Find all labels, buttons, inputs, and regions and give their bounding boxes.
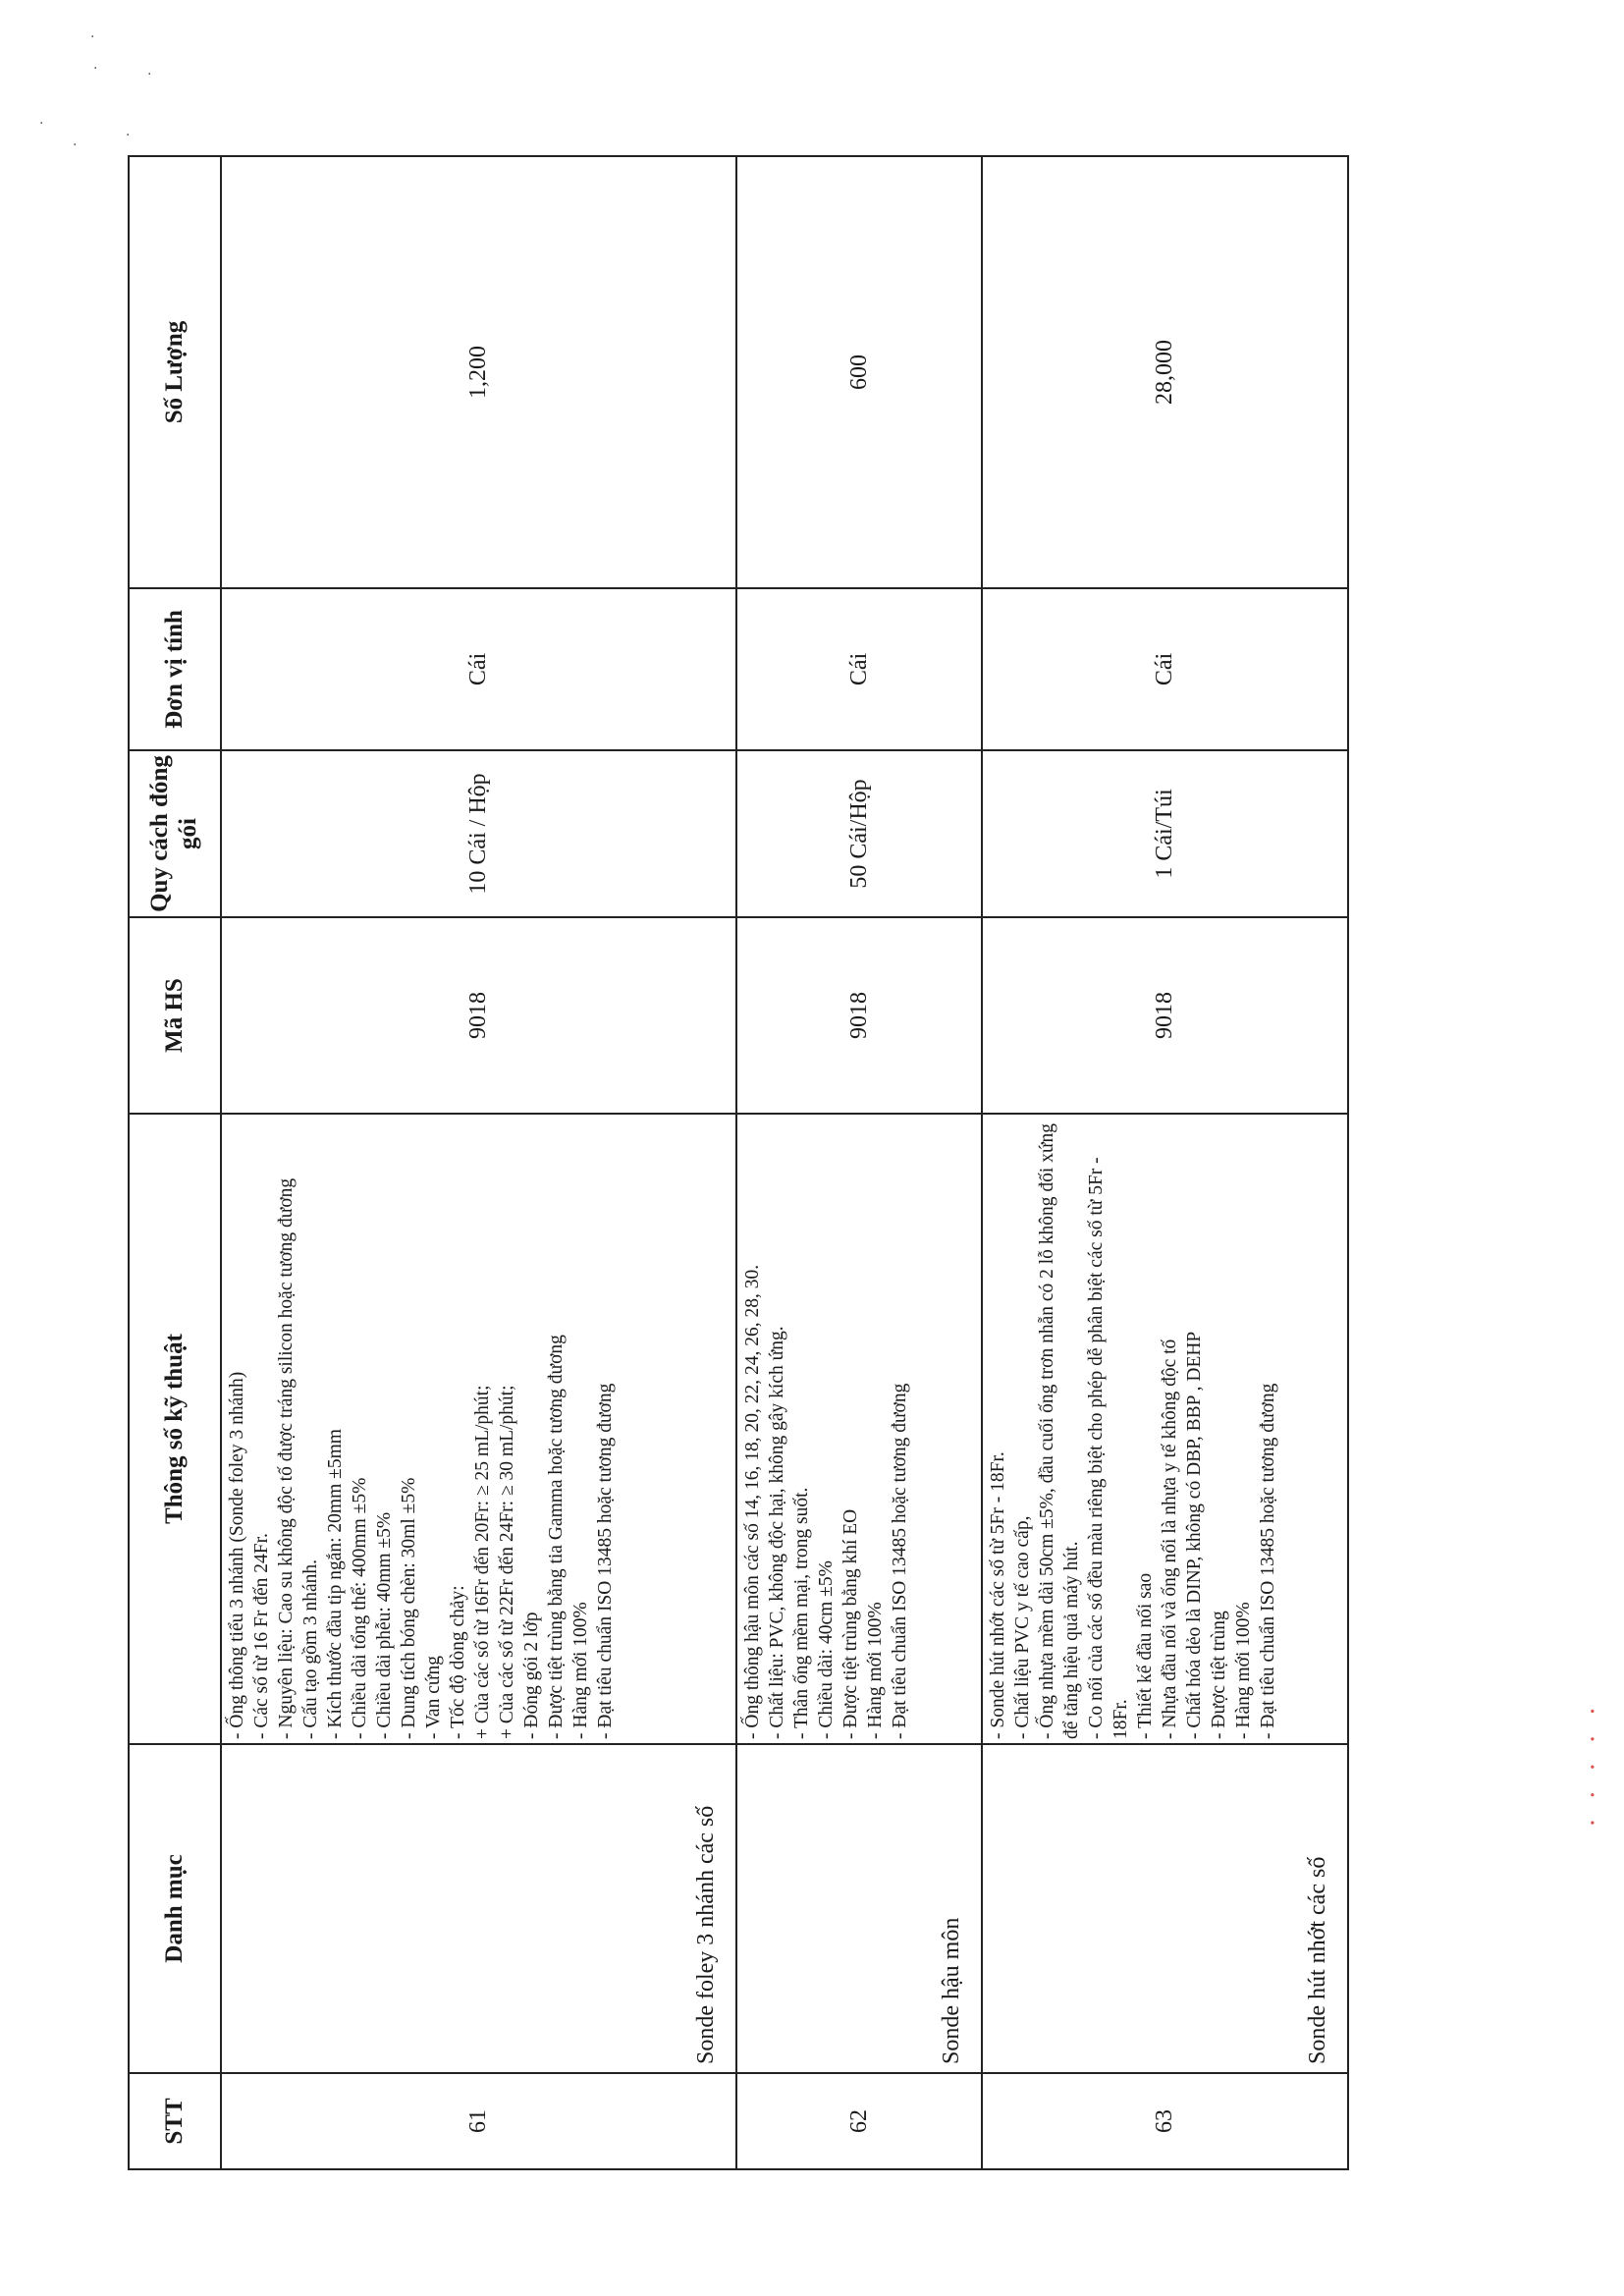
spec-line: + Của các số từ 22Fr đến 24Fr: ≥ 30 mL/phút;: [497, 1385, 517, 1739]
spec-line: - Chất liệu: PVC, không độc hại, không gây kích ứng.: [767, 1326, 787, 1739]
scan-speck: ·: [39, 116, 44, 132]
spec-line: - Hàng mới 100%: [865, 1602, 886, 1739]
header-packaging: Quy cách đóng gói: [129, 750, 221, 917]
row-unit: Cái: [736, 588, 982, 750]
equipment-spec-table: [128, 155, 1349, 2170]
row-stt: 63: [982, 2073, 1348, 2169]
spec-line: - Co nối của các số đều màu riêng biệt cho phép dễ phân biệt các số từ 5Fr - 18Fr.: [1086, 1157, 1131, 1739]
spec-line: - Ống thông tiểu 3 nhánh (Sonde foley 3 nhánh): [227, 1371, 247, 1739]
row-unit: Cái: [982, 588, 1348, 750]
table-row: [736, 156, 982, 2169]
row-spec: [221, 1114, 736, 1744]
spec-line: - Được tiệt trùng bằng tia Gamma hoặc tương đương: [546, 1335, 567, 1739]
spec-line: - Van cứng: [423, 1656, 444, 1739]
rotated-page-content: [128, 157, 1345, 2170]
stamp-bleed-mark: • • • • •: [1584, 1709, 1598, 1835]
spec-line: - Chất liệu PVC y tế cao cấp,: [1012, 1515, 1033, 1739]
row-spec: [982, 1114, 1348, 1744]
spec-line: - Đạt tiêu chuẩn ISO 13485 hoặc tương đương: [890, 1383, 910, 1739]
scan-speck: ·: [90, 29, 95, 45]
table-row: [982, 156, 1348, 2169]
row-spec: [736, 1114, 982, 1744]
scan-speck: ·: [126, 128, 131, 143]
spec-line: - Sonde hút nhớt các số từ 5Fr - 18Fr.: [988, 1451, 1008, 1739]
row-hs-code: 9018: [221, 917, 736, 1114]
spec-line: - Chiều dài: 40cm ±5%: [816, 1560, 837, 1739]
spec-line: - Thân ống mềm mại, trong suốt.: [791, 1487, 812, 1739]
row-stt: 61: [221, 2073, 736, 2169]
scan-speck: ·: [73, 137, 78, 153]
spec-line: - Đạt tiêu chuẩn ISO 13485 hoặc tương đương: [595, 1383, 616, 1739]
row-category: Sonde foley 3 nhánh các số: [221, 1744, 736, 2073]
spec-line: - Dung tích bóng chèn: 30ml ±5%: [399, 1477, 419, 1739]
header-quantity: Số Lượng: [129, 156, 221, 588]
row-stt: 62: [736, 2073, 982, 2169]
spec-line: + Của các số từ 16Fr đến 20Fr: ≥ 25 mL/phút;: [472, 1385, 493, 1739]
row-packaging: 10 Cái / Hộp: [221, 750, 736, 917]
spec-line: - Nguyên liệu: Cao su không độc tố được tráng silicon hoặc tương đương: [276, 1177, 297, 1739]
row-category: Sonde hút nhớt các số: [982, 1744, 1348, 2073]
spec-line: - Nhựa đầu nối và ống nối là nhựa y tế không độc tố: [1160, 1339, 1180, 1739]
header-hs-code: Mã HS: [129, 917, 221, 1114]
spec-line: - Hàng mới 100%: [1233, 1602, 1254, 1739]
header-spec: Thông số kỹ thuật: [129, 1114, 221, 1744]
spec-line: - Thiết kế đầu nối sao: [1135, 1572, 1156, 1739]
spec-line: - Ống nhựa mềm dài 50cm ±5%, đầu cuối ống trơn nhẵn có 2 lỗ không đối xứng để tăng hiệu quả máy hút.: [1037, 1122, 1082, 1739]
row-hs-code: 9018: [982, 917, 1348, 1114]
row-unit: Cái: [221, 588, 736, 750]
spec-line: - Đạt tiêu chuẩn ISO 13485 hoặc tương đương: [1258, 1383, 1278, 1739]
spec-line: - Hàng mới 100%: [570, 1602, 591, 1739]
table-row: [221, 156, 736, 2169]
row-hs-code: 9018: [736, 917, 982, 1114]
header-stt: STT: [129, 2073, 221, 2169]
row-packaging: 50 Cái/Hộp: [736, 750, 982, 917]
spec-line: - Ống thông hậu môn các số 14, 16, 18, 20, 22, 24, 26, 28, 30.: [742, 1264, 763, 1739]
spec-line: - Kích thước đầu tip ngắn: 20mm ±5mm: [325, 1429, 346, 1739]
row-quantity: 1,200: [221, 156, 736, 588]
spec-line: - Chất hóa dẻo là DINP, không có DBP, BBP , DEHP: [1184, 1331, 1205, 1739]
spec-line: - Được tiệt trùng bằng khí EO: [840, 1508, 861, 1739]
spec-line: - Tốc độ dòng chảy:: [448, 1585, 468, 1739]
spec-line: - Chiều dài phễu: 40mm ±5%: [374, 1511, 395, 1739]
spec-line: - Được tiệt trùng: [1209, 1611, 1229, 1739]
spec-line: - Chiều dài tổng thể: 400mm ±5%: [350, 1477, 370, 1739]
header-category: Danh mục: [129, 1744, 221, 2073]
row-category: Sonde hậu môn: [736, 1744, 982, 2073]
spec-line: - Cấu tạo gồm 3 nhánh.: [300, 1558, 321, 1739]
spec-line: - Đóng gói 2 lớp: [521, 1612, 542, 1739]
row-quantity: 28,000: [982, 156, 1348, 588]
row-quantity: 600: [736, 156, 982, 588]
table-header-row: [129, 156, 221, 2169]
scan-speck: ·: [147, 67, 152, 82]
header-unit: Đơn vị tính: [129, 588, 221, 750]
row-packaging: 1 Cái/Túi: [982, 750, 1348, 917]
scan-speck: ·: [93, 61, 98, 77]
spec-line: - Các số từ 16 Fr đến 24Fr.: [251, 1533, 272, 1739]
